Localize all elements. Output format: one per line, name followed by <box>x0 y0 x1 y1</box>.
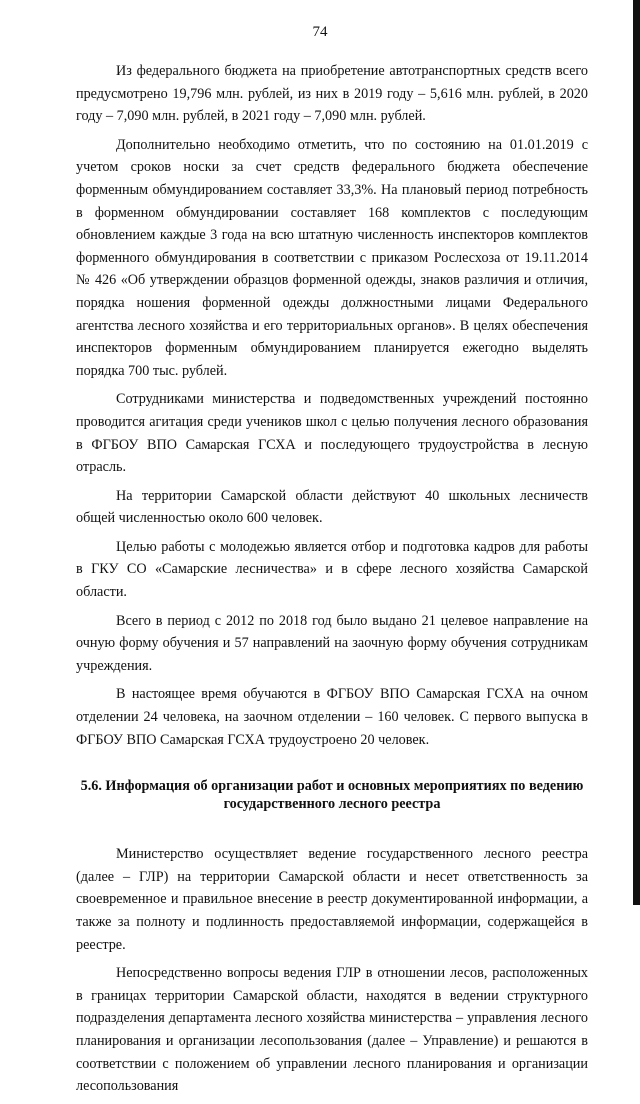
paragraph-youth-work: Целью работы с молодежью является отбор и подготовка кадров для работы в ГКУ СО «Самарские лесничества» и в сфере лесного хозяйства Самарской области. <box>76 538 588 601</box>
paragraph-registry-responsibility: Министерство осуществляет ведение государственного лесного реестра (далее – ГЛР) на территории Самарской области и несет ответственность за своевременное и правильное внесение в реестр документированной информации, а также за полноту и подлинность предоставляемой информации, содержащейся в реестре. <box>76 846 588 953</box>
scan-edge-shadow <box>633 0 640 905</box>
paragraph-current-students: В настоящее время обучаются в ФГБОУ ВПО Самарская ГСХА на очном отделении 24 человека, на заочном отделении – 160 человек. С первого выпуска в ФГБОУ ВПО Самарская ГСХА трудоустроено 20 человек. <box>76 686 588 748</box>
paragraph-school-forestries: На территории Самарской области действуют 40 школьных лесничеств общей численностью около 600 человек. <box>76 487 588 527</box>
paragraph-registry-management: Непосредственно вопросы ведения ГЛР в отношении лесов, расположенных в границах территории Самарской области, находятся в ведении структурного подразделения департамента лесного хозяйства министерства – управления лесного планирования и организации лесопользования (далее – Управление) и решаются в соответствии с положением об управлении лесного планирования и организации лесопользования <box>76 965 588 1095</box>
section-heading-line-1: 5.6. Информация об организации работ и основных мероприятиях по ведению <box>80 778 584 795</box>
paragraph-budget-vehicles: Из федерального бюджета на приобретение автотранспортных средств всего предусмотрено 19,796 млн. рублей, из них в 2019 году – 5,616 млн. рублей, в 2020 году – 7,090 млн. рублей, в 2021 году – 7,090 млн. рублей. <box>76 63 588 125</box>
section-heading <box>76 777 588 813</box>
paragraph-uniform-supply: Дополнительно необходимо отметить, что по состоянию на 01.01.2019 с учетом сроков носки за счет средств федерального бюджета обеспечение форменным обмундированием составляет 33,3%. На плановый период потребность в форменном обмундировании составляет 168 комплектов с последующим обновлением каждые 3 года на всю штатную численность инспекторов комплектов форменного обмундирования в соответствии с приказом Рослесхоза от 19.11.2014 № 426 «Об утверждении образцов форменной одежды, знаков различия и отличия, порядка ношения форменной одежды должностными лицами Федерального агентства лесного хозяйства и его территориальных органов». В целях обеспечения инспекторов форменным обмундированием планируется ежегодно выделять порядка 700 тыс. рублей. <box>76 136 588 379</box>
page-number: 74 <box>312 24 328 40</box>
paragraph-school-agitation: Сотрудниками министерства и подведомственных учреждений постоянно проводится агитация среди учеников школ с целью получения лесного образования в ФГБОУ ВПО Самарская ГСХА и последующего трудоустройства в лесную отрасль. <box>76 391 588 476</box>
section-heading-line-2: государственного лесного реестра <box>223 796 441 813</box>
page-content <box>76 60 588 1104</box>
paragraph-target-referrals: Всего в период с 2012 по 2018 год было выдано 21 целевое направление на очную форму обучения и 57 направлений на заочную форму обучения сотрудникам учреждения. <box>76 612 588 674</box>
